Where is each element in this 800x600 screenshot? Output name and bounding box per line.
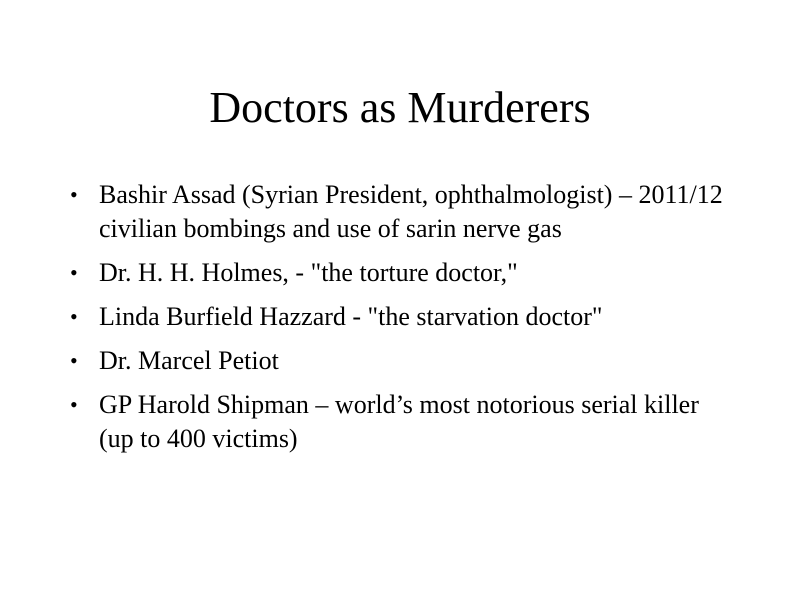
bullet-icon: • [70,182,78,207]
bullet-icon: • [70,392,78,417]
bullet-item-hazzard [68,300,728,334]
bullet-icon: • [70,260,78,285]
bullet-text: Dr. H. H. Holmes, - "the torture doctor," [99,258,518,287]
bullet-list [68,178,728,466]
bullet-icon: • [70,304,78,329]
bullet-icon: • [70,348,78,373]
bullet-item-petiot [68,344,728,378]
bullet-text: Bashir Assad (Syrian President, ophthalmologist) – 2011/12 civilian bombings and use of sarin nerve gas [99,180,723,243]
bullet-item-holmes [68,256,728,290]
bullet-text: GP Harold Shipman – world’s most notorious serial killer (up to 400 victims) [99,390,699,453]
bullet-text: Linda Burfield Hazzard - "the starvation doctor" [99,302,603,331]
bullet-item-assad [68,178,728,246]
slide-title: Doctors as Murderers [209,83,591,132]
bullet-item-shipman [68,388,728,456]
bullet-text: Dr. Marcel Petiot [99,346,279,375]
